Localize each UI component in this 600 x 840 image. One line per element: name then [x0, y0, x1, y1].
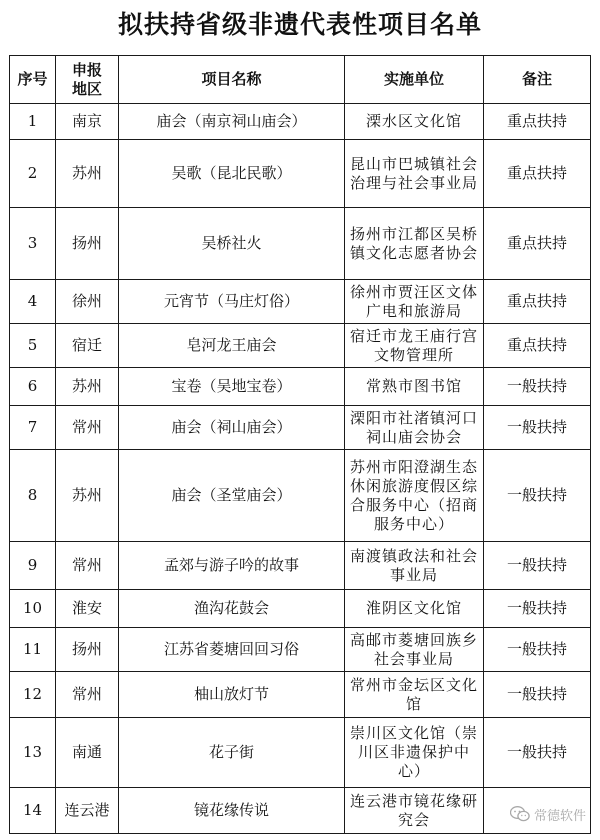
- header-index: 序号: [10, 56, 56, 104]
- cell-index: 2: [10, 140, 56, 208]
- cell-remark: 重点扶持: [484, 324, 591, 368]
- table-header-row: [10, 56, 591, 104]
- header-remark: 备注: [484, 56, 591, 104]
- cell-remark: 重点扶持: [484, 280, 591, 324]
- cell-index: 3: [10, 208, 56, 280]
- table-row: [10, 406, 591, 450]
- table-row: [10, 104, 591, 140]
- table-row: [10, 450, 591, 542]
- cell-index: 11: [10, 628, 56, 672]
- cell-region: 宿迁: [56, 324, 119, 368]
- cell-project: 庙会（南京祠山庙会）: [119, 104, 345, 140]
- cell-index: 14: [10, 788, 56, 834]
- table-row: [10, 280, 591, 324]
- cell-unit: 溧阳市社渚镇河口祠山庙会协会: [345, 406, 484, 450]
- cell-unit: 南渡镇政法和社会事业局: [345, 542, 484, 590]
- cell-remark: 一般扶持: [484, 406, 591, 450]
- cell-project: 皂河龙王庙会: [119, 324, 345, 368]
- cell-index: 8: [10, 450, 56, 542]
- cell-index: 7: [10, 406, 56, 450]
- cell-unit: 常州市金坛区文化馆: [345, 672, 484, 718]
- cell-unit: 徐州市贾汪区文体广电和旅游局: [345, 280, 484, 324]
- header-region-line1: 申报: [71, 60, 102, 79]
- cell-index: 4: [10, 280, 56, 324]
- cell-region: 扬州: [56, 208, 119, 280]
- cell-region: 苏州: [56, 140, 119, 208]
- cell-region: 徐州: [56, 280, 119, 324]
- header-project: 项目名称: [119, 56, 345, 104]
- cell-index: 12: [10, 672, 56, 718]
- cell-region: 淮安: [56, 590, 119, 628]
- cell-project: 江苏省菱塘回回习俗: [119, 628, 345, 672]
- cell-remark: 一般扶持: [484, 368, 591, 406]
- cell-unit: 连云港市镜花缘研究会: [345, 788, 484, 834]
- cell-index: 6: [10, 368, 56, 406]
- cell-remark: 重点扶持: [484, 208, 591, 280]
- cell-region: 常州: [56, 406, 119, 450]
- cell-region: 苏州: [56, 450, 119, 542]
- cell-unit: 扬州市江都区吴桥镇文化志愿者协会: [345, 208, 484, 280]
- cell-index: 10: [10, 590, 56, 628]
- cell-region: 南京: [56, 104, 119, 140]
- cell-region: 常州: [56, 542, 119, 590]
- cell-project: 庙会（祠山庙会）: [119, 406, 345, 450]
- document-title: 拟扶持省级非遗代表性项目名单: [117, 10, 482, 39]
- header-region: [56, 56, 119, 104]
- table-row: [10, 628, 591, 672]
- cell-index: 5: [10, 324, 56, 368]
- cell-remark: 一般扶持: [484, 718, 591, 788]
- cell-region: 常州: [56, 672, 119, 718]
- cell-project: 渔沟花鼓会: [119, 590, 345, 628]
- table-row: [10, 542, 591, 590]
- table-row: [10, 672, 591, 718]
- cell-project: 花子街: [119, 718, 345, 788]
- cell-region: 扬州: [56, 628, 119, 672]
- heritage-project-table: [9, 55, 591, 834]
- cell-unit: 常熟市图书馆: [345, 368, 484, 406]
- cell-unit: 高邮市菱塘回族乡社会事业局: [345, 628, 484, 672]
- cell-region: 南通: [56, 718, 119, 788]
- table-row: [10, 140, 591, 208]
- cell-remark: 一般扶持: [484, 590, 591, 628]
- table-row: [10, 208, 591, 280]
- table-row: [10, 324, 591, 368]
- table-row: [10, 718, 591, 788]
- table-row: [10, 590, 591, 628]
- cell-unit: 宿迁市龙王庙行宫文物管理所: [345, 324, 484, 368]
- cell-unit: 淮阴区文化馆: [345, 590, 484, 628]
- cell-unit: 苏州市阳澄湖生态休闲旅游度假区综合服务中心（招商服务中心）: [345, 450, 484, 542]
- cell-project: 孟郊与游子吟的故事: [119, 542, 345, 590]
- cell-project: 宝卷（吴地宝卷）: [119, 368, 345, 406]
- cell-remark: 一般扶持: [484, 450, 591, 542]
- cell-unit: 溧水区文化馆: [345, 104, 484, 140]
- cell-project: 元宵节（马庄灯俗）: [119, 280, 345, 324]
- header-region-line2: 地区: [71, 79, 102, 98]
- cell-remark: 一般扶持: [484, 542, 591, 590]
- cell-project: 吴歌（昆北民歌）: [119, 140, 345, 208]
- cell-remark: 重点扶持: [484, 140, 591, 208]
- cell-unit: 崇川区文化馆（崇川区非遗保护中心）: [345, 718, 484, 788]
- cell-project: 镜花缘传说: [119, 788, 345, 834]
- cell-project: 庙会（圣堂庙会）: [119, 450, 345, 542]
- cell-unit: 昆山市巴城镇社会治理与社会事业局: [345, 140, 484, 208]
- cell-index: 9: [10, 542, 56, 590]
- cell-project: 吴桥社火: [119, 208, 345, 280]
- header-unit: 实施单位: [345, 56, 484, 104]
- cell-region: 连云港: [56, 788, 119, 834]
- table-row: [10, 368, 591, 406]
- cell-index: 13: [10, 718, 56, 788]
- watermark-text: 常德软件: [533, 808, 586, 824]
- watermark: [510, 802, 586, 826]
- table-row: [10, 788, 591, 834]
- wechat-icon: [510, 806, 530, 822]
- cell-region: 苏州: [56, 368, 119, 406]
- cell-remark: 一般扶持: [484, 672, 591, 718]
- cell-remark: 重点扶持: [484, 104, 591, 140]
- cell-remark: 一般扶持: [484, 628, 591, 672]
- cell-index: 1: [10, 104, 56, 140]
- cell-project: 柚山放灯节: [119, 672, 345, 718]
